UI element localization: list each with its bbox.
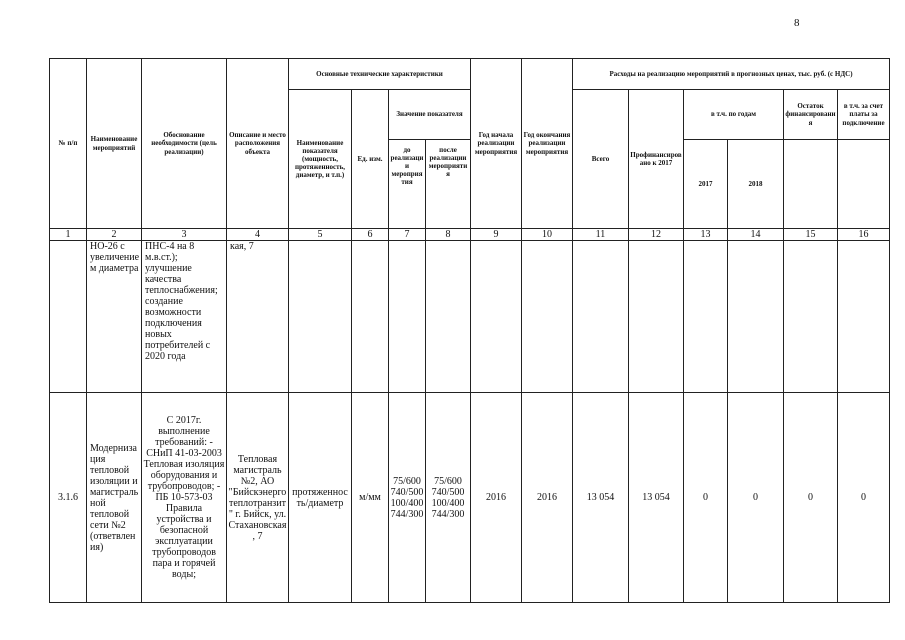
column-number: 2 [87, 229, 142, 241]
row-year-start: 2016 [471, 393, 522, 603]
header-before: до реализации мероприятия [389, 140, 426, 229]
header-connection-cell [838, 140, 890, 229]
column-number: 9 [471, 229, 522, 241]
header-unit: Ед. изм. [352, 90, 389, 229]
header-remaining-cell [784, 140, 838, 229]
row-location: кая, 7 [227, 241, 289, 393]
row-num: 3.1.6 [50, 393, 87, 603]
header-2017: 2017 [684, 140, 728, 229]
row-name: Модернизация тепловой изоляции и магистральной тепловой сети №2 (ответвления) [87, 393, 142, 603]
row-indicator: протяженность/диаметр [289, 393, 352, 603]
column-number: 5 [289, 229, 352, 241]
header-num: № п/п [50, 59, 87, 229]
header-group-value: Значение показателя [389, 90, 471, 140]
row-year-end: 2016 [522, 393, 573, 603]
header-connection: в т.ч. за счет платы за подключение [838, 90, 890, 140]
column-number: 16 [838, 229, 890, 241]
header-financed: Профинансировано к 2017 [629, 90, 684, 229]
header-total: Всего [573, 90, 629, 229]
row-reason: С 2017г. выполнение требований: - СНиП 41-03-2003 Тепловая изоляция оборудования и трубопроводов; - ПБ 10-573-03 Правила устройства и безопасной эксплуатации трубопроводов пара и горячей воды; [142, 393, 227, 603]
row-unit: м/мм [352, 393, 389, 603]
row-connection: 0 [838, 393, 890, 603]
header-group-costs: Расходы на реализацию мероприятий в прогнозных ценах, тыс. руб. (с НДС) [573, 59, 890, 90]
row-reason: ПНС-4 на 8 м.в.ст.); улучшение качества теплоснабжения; создание возможности подключения новых потребителей с 2020 года [142, 241, 227, 393]
header-year-start: Год начала реализации мероприятия [471, 59, 522, 229]
column-number: 11 [573, 229, 629, 241]
column-number: 8 [426, 229, 471, 241]
table-row-3-1-6 [50, 393, 890, 603]
column-number: 15 [784, 229, 838, 241]
row-value-after: 75/600 740/500 100/400 744/300 [426, 393, 471, 603]
header-group-tech: Основные технические характеристики [289, 59, 471, 90]
header-name: Наименование мероприятий [87, 59, 142, 229]
column-number: 7 [389, 229, 426, 241]
header-after: после реализации мероприятия [426, 140, 471, 229]
column-number: 6 [352, 229, 389, 241]
measures-table [49, 58, 890, 603]
header-reason: Обоснование необходимости (цель реализации) [142, 59, 227, 229]
row-name: НО-26 с увеличением диаметра [87, 241, 142, 393]
header-indicator-name: Наименование показателя (мощность, протяженность, диаметр, и т.п.) [289, 90, 352, 229]
column-number: 10 [522, 229, 573, 241]
page-number: 8 [794, 17, 800, 29]
column-number: 1 [50, 229, 87, 241]
row-remaining: 0 [784, 393, 838, 603]
header-group-by-year: в т.ч. по годам [684, 90, 784, 140]
column-number: 12 [629, 229, 684, 241]
header-year-end: Год окончания реализации мероприятия [522, 59, 573, 229]
header-remaining: Остаток финансирования [784, 90, 838, 140]
header-2018: 2018 [728, 140, 784, 229]
row-2018: 0 [728, 393, 784, 603]
row-location: Тепловая магистраль №2, АО "Бийскэнерготеплотранзит" г. Бийск, ул. Стахановская, 7 [227, 393, 289, 603]
column-numbers-row [50, 229, 890, 241]
column-number: 4 [227, 229, 289, 241]
column-number: 3 [142, 229, 227, 241]
column-number: 14 [728, 229, 784, 241]
row-value-before: 75/600 740/500 100/400 744/300 [389, 393, 426, 603]
header-location: Описание и место расположения объекта [227, 59, 289, 229]
row-financed: 13 054 [629, 393, 684, 603]
row-2017: 0 [684, 393, 728, 603]
row-total: 13 054 [573, 393, 629, 603]
table-row-continuation [50, 241, 890, 393]
column-number: 13 [684, 229, 728, 241]
